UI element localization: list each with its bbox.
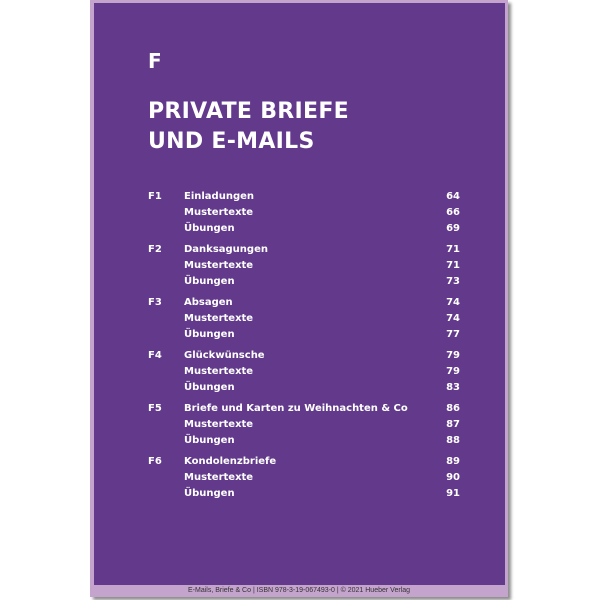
toc-section-title: Briefe und Karten zu Weihnachten & Co bbox=[184, 403, 408, 414]
toc-section-title: Kondolenzbriefe bbox=[184, 456, 277, 467]
toc-row bbox=[148, 327, 460, 343]
toc-page-number: 87 bbox=[446, 419, 460, 430]
toc-section-f4 bbox=[148, 348, 460, 396]
book-page-wrapper bbox=[90, 0, 508, 597]
toc-section-f3 bbox=[148, 295, 460, 343]
toc-page-number: 77 bbox=[446, 329, 460, 340]
chapter-title-line2: UND E-MAILS bbox=[148, 129, 315, 154]
chapter-title bbox=[148, 97, 349, 157]
chapter-letter: F bbox=[148, 49, 163, 73]
toc-subentry-title: Übungen bbox=[184, 223, 235, 234]
toc-section-f2 bbox=[148, 242, 460, 290]
toc-page-number: 66 bbox=[446, 207, 460, 218]
toc-page-number: 79 bbox=[446, 350, 460, 361]
toc-page-number: 74 bbox=[446, 313, 460, 324]
toc-subentry-title: Übungen bbox=[184, 435, 235, 446]
toc-page-number: 69 bbox=[446, 223, 460, 234]
toc-subentry-title: Mustertexte bbox=[184, 366, 254, 377]
toc-section-number: F1 bbox=[148, 191, 162, 202]
toc-row bbox=[148, 295, 460, 311]
toc-row bbox=[148, 380, 460, 396]
toc-page-number: 71 bbox=[446, 244, 460, 255]
table-of-contents bbox=[148, 189, 460, 507]
toc-row bbox=[148, 401, 460, 417]
toc-section-number: F4 bbox=[148, 350, 162, 361]
toc-page-number: 86 bbox=[446, 403, 460, 414]
toc-section-number: F2 bbox=[148, 244, 162, 255]
toc-section-f6 bbox=[148, 454, 460, 502]
toc-row bbox=[148, 364, 460, 380]
toc-subentry-title: Mustertexte bbox=[184, 207, 254, 218]
toc-row bbox=[148, 311, 460, 327]
toc-section-title: Absagen bbox=[184, 297, 233, 308]
toc-subentry-title: Mustertexte bbox=[184, 472, 254, 483]
toc-subentry-title: Übungen bbox=[184, 276, 235, 287]
toc-page-number: 88 bbox=[446, 435, 460, 446]
toc-section-title: Einladungen bbox=[184, 191, 255, 202]
toc-page-number: 91 bbox=[446, 488, 460, 499]
toc-subentry-title: Übungen bbox=[184, 329, 235, 340]
toc-row bbox=[148, 205, 460, 221]
toc-row bbox=[148, 486, 460, 502]
toc-page-number: 73 bbox=[446, 276, 460, 287]
toc-subentry-title: Übungen bbox=[184, 488, 235, 499]
book-page bbox=[94, 3, 505, 585]
toc-row bbox=[148, 221, 460, 237]
toc-section-title: Danksagungen bbox=[184, 244, 268, 255]
toc-section-number: F5 bbox=[148, 403, 162, 414]
toc-page-number: 71 bbox=[446, 260, 460, 271]
toc-row bbox=[148, 189, 460, 205]
toc-page-number: 89 bbox=[446, 456, 460, 467]
toc-row bbox=[148, 274, 460, 290]
page-footer: E-Mails, Briefe & Co | ISBN 978-3-19-067493-0 | © 2021 Hueber Verlag bbox=[187, 587, 411, 594]
chapter-title-line1: PRIVATE BRIEFE bbox=[148, 99, 349, 124]
toc-row bbox=[148, 348, 460, 364]
toc-section-title: Glückwünsche bbox=[184, 350, 265, 361]
toc-subentry-title: Mustertexte bbox=[184, 419, 254, 430]
toc-subentry-title: Mustertexte bbox=[184, 313, 254, 324]
toc-section-f5 bbox=[148, 401, 460, 449]
toc-row bbox=[148, 417, 460, 433]
toc-row bbox=[148, 433, 460, 449]
toc-row bbox=[148, 454, 460, 470]
toc-row bbox=[148, 258, 460, 274]
toc-subentry-title: Mustertexte bbox=[184, 260, 254, 271]
toc-page-number: 83 bbox=[446, 382, 460, 393]
toc-section-f1 bbox=[148, 189, 460, 237]
toc-page-number: 90 bbox=[446, 472, 460, 483]
toc-page-number: 79 bbox=[446, 366, 460, 377]
toc-section-number: F6 bbox=[148, 456, 162, 467]
toc-page-number: 74 bbox=[446, 297, 460, 308]
toc-row bbox=[148, 242, 460, 258]
toc-subentry-title: Übungen bbox=[184, 382, 235, 393]
toc-section-number: F3 bbox=[148, 297, 162, 308]
toc-row bbox=[148, 470, 460, 486]
toc-page-number: 64 bbox=[446, 191, 460, 202]
